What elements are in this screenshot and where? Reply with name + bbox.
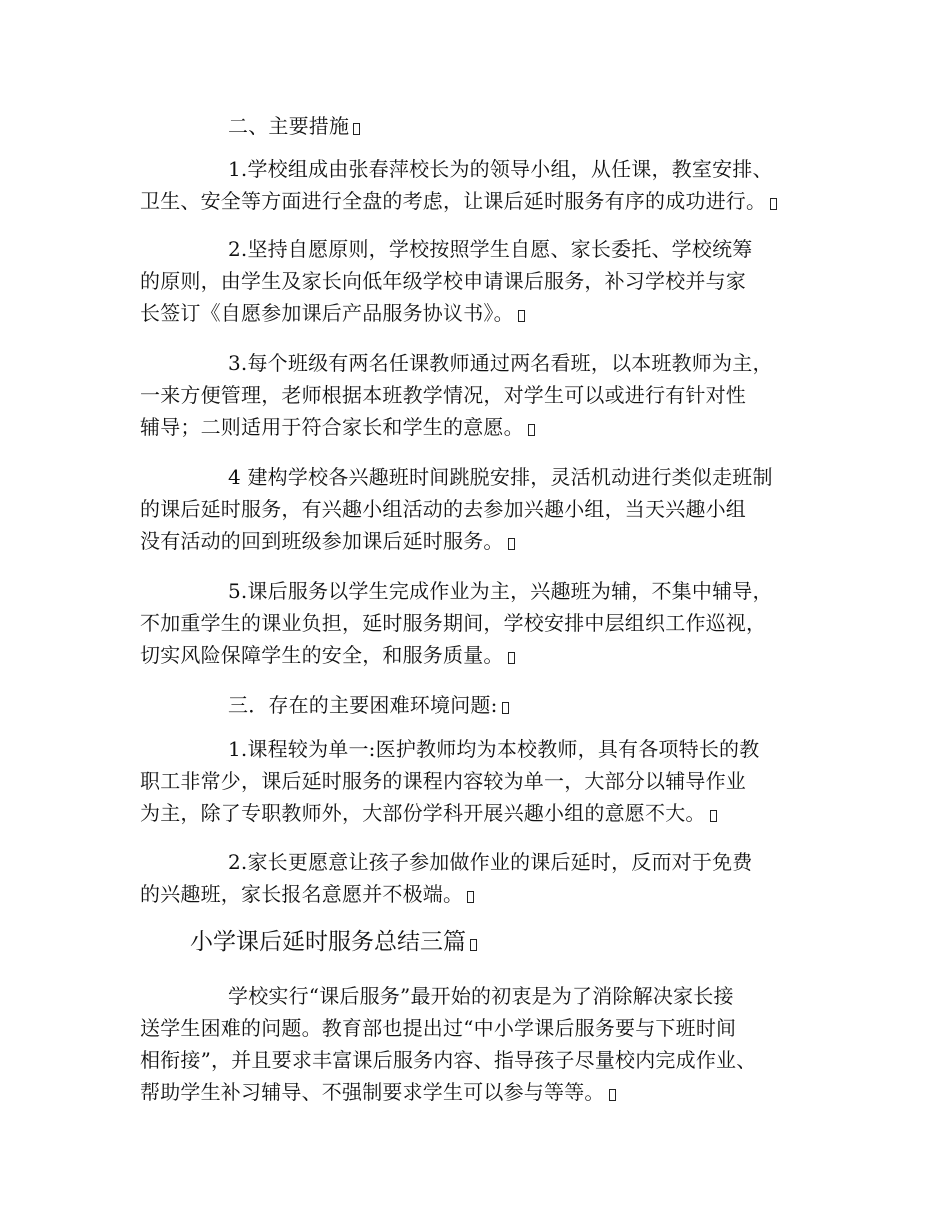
text-line: 的课后延时服务，有兴趣小组活动的去参加兴趣小组，当天兴趣小组 <box>140 497 746 521</box>
paragraph-mark-icon <box>710 810 717 822</box>
text-line: 职工非常少，课后延时服务的课程内容较为单一，大部分以辅导作业 <box>140 769 746 793</box>
text-line: 学校实行“课后服务”最开始的初衷是为了消除解决家长接 <box>228 984 734 1008</box>
paragraph-mark-icon <box>770 198 777 210</box>
text-line: 1.课程较为单一:医护教师均为本校教师，具有各项特长的教 <box>228 737 760 761</box>
measure-paragraph-3 <box>140 347 840 443</box>
paragraph-mark-icon <box>508 538 515 550</box>
paragraph-mark-icon <box>502 702 509 714</box>
text-line: 长签订《自愿参加课后产品服务协议书》。 <box>140 301 514 325</box>
paragraph-mark-icon <box>528 424 535 436</box>
measure-paragraph-4 <box>140 461 840 557</box>
measure-paragraph-2 <box>140 233 840 329</box>
paragraph-mark-icon <box>508 652 515 664</box>
text-line: 相衔接”，并且要求丰富课后服务内容、指导孩子尽量校内完成作业、 <box>140 1048 757 1072</box>
text-line: 一来方便管理，老师根据本班教学情况，对学生可以或进行有针对性 <box>140 383 746 407</box>
text-line: 2.家长更愿意让孩子参加做作业的课后延时，反而对于免费 <box>228 850 753 874</box>
text-line: 没有活动的回到班级参加课后延时服务。 <box>140 529 504 553</box>
text-line: 1.学校组成由张春萍校长为的领导小组，从任课，教室安排、 <box>228 157 773 181</box>
text-line: 送学生困难的问题。教育部也提出过“中小学课后服务要与下班时间 <box>140 1016 737 1040</box>
paragraph-mark-icon <box>353 123 360 135</box>
paragraph-mark-icon <box>518 310 525 322</box>
text-line: 的原则，由学生及家长向低年级学校申请课后服务，补习学校并与家 <box>140 269 746 293</box>
section-heading-problems <box>140 689 840 721</box>
problem-paragraph-1 <box>140 733 840 829</box>
text-line: 2.坚持自愿原则，学校按照学生自愿、家长委托、学校统筹 <box>228 237 753 261</box>
paragraph-mark-icon <box>470 939 477 951</box>
paragraph-mark-icon <box>609 1089 616 1101</box>
paragraph-mark-icon <box>467 891 474 903</box>
section-heading-text: 二、主要措施 <box>228 114 350 138</box>
text-line: 帮助学生补习辅导、不强制要求学生可以参与等等。 <box>140 1080 605 1104</box>
text-line: 的兴趣班，家长报名意愿并不极端。 <box>140 882 464 906</box>
text-line: 切实风险保障学生的安全，和服务质量。 <box>140 643 504 667</box>
text-line: 辅导；二则适用于符合家长和学生的意愿。 <box>140 415 524 439</box>
intro-paragraph <box>140 980 840 1108</box>
section-heading-measures <box>140 110 840 142</box>
text-line: 为主，除了专职教师外，大部份学科开展兴趣小组的意愿不大。 <box>140 801 706 825</box>
text-line: 卫生、安全等方面进行全盘的考虑，让课后延时服务有序的成功进行。 <box>140 189 767 213</box>
article-title-text: 小学课后延时服务总结三篇 <box>190 929 466 955</box>
article-title <box>190 925 477 959</box>
text-line: 3.每个班级有两名任课教师通过两名看班，以本班教师为主， <box>228 351 773 375</box>
measure-paragraph-1 <box>140 153 840 217</box>
measure-paragraph-5 <box>140 575 840 671</box>
text-line: 4 建构学校各兴趣班时间跳脱安排，灵活机动进行类似走班制 <box>228 465 773 489</box>
problem-paragraph-2 <box>140 846 840 910</box>
text-line: 不加重学生的课业负担，延时服务期间，学校安排中层组织工作巡视， <box>140 611 767 635</box>
text-line: 5.课后服务以学生完成作业为主，兴趣班为辅，不集中辅导， <box>228 579 773 603</box>
section-heading-text: 三．存在的主要困难环境问题: <box>228 693 498 717</box>
